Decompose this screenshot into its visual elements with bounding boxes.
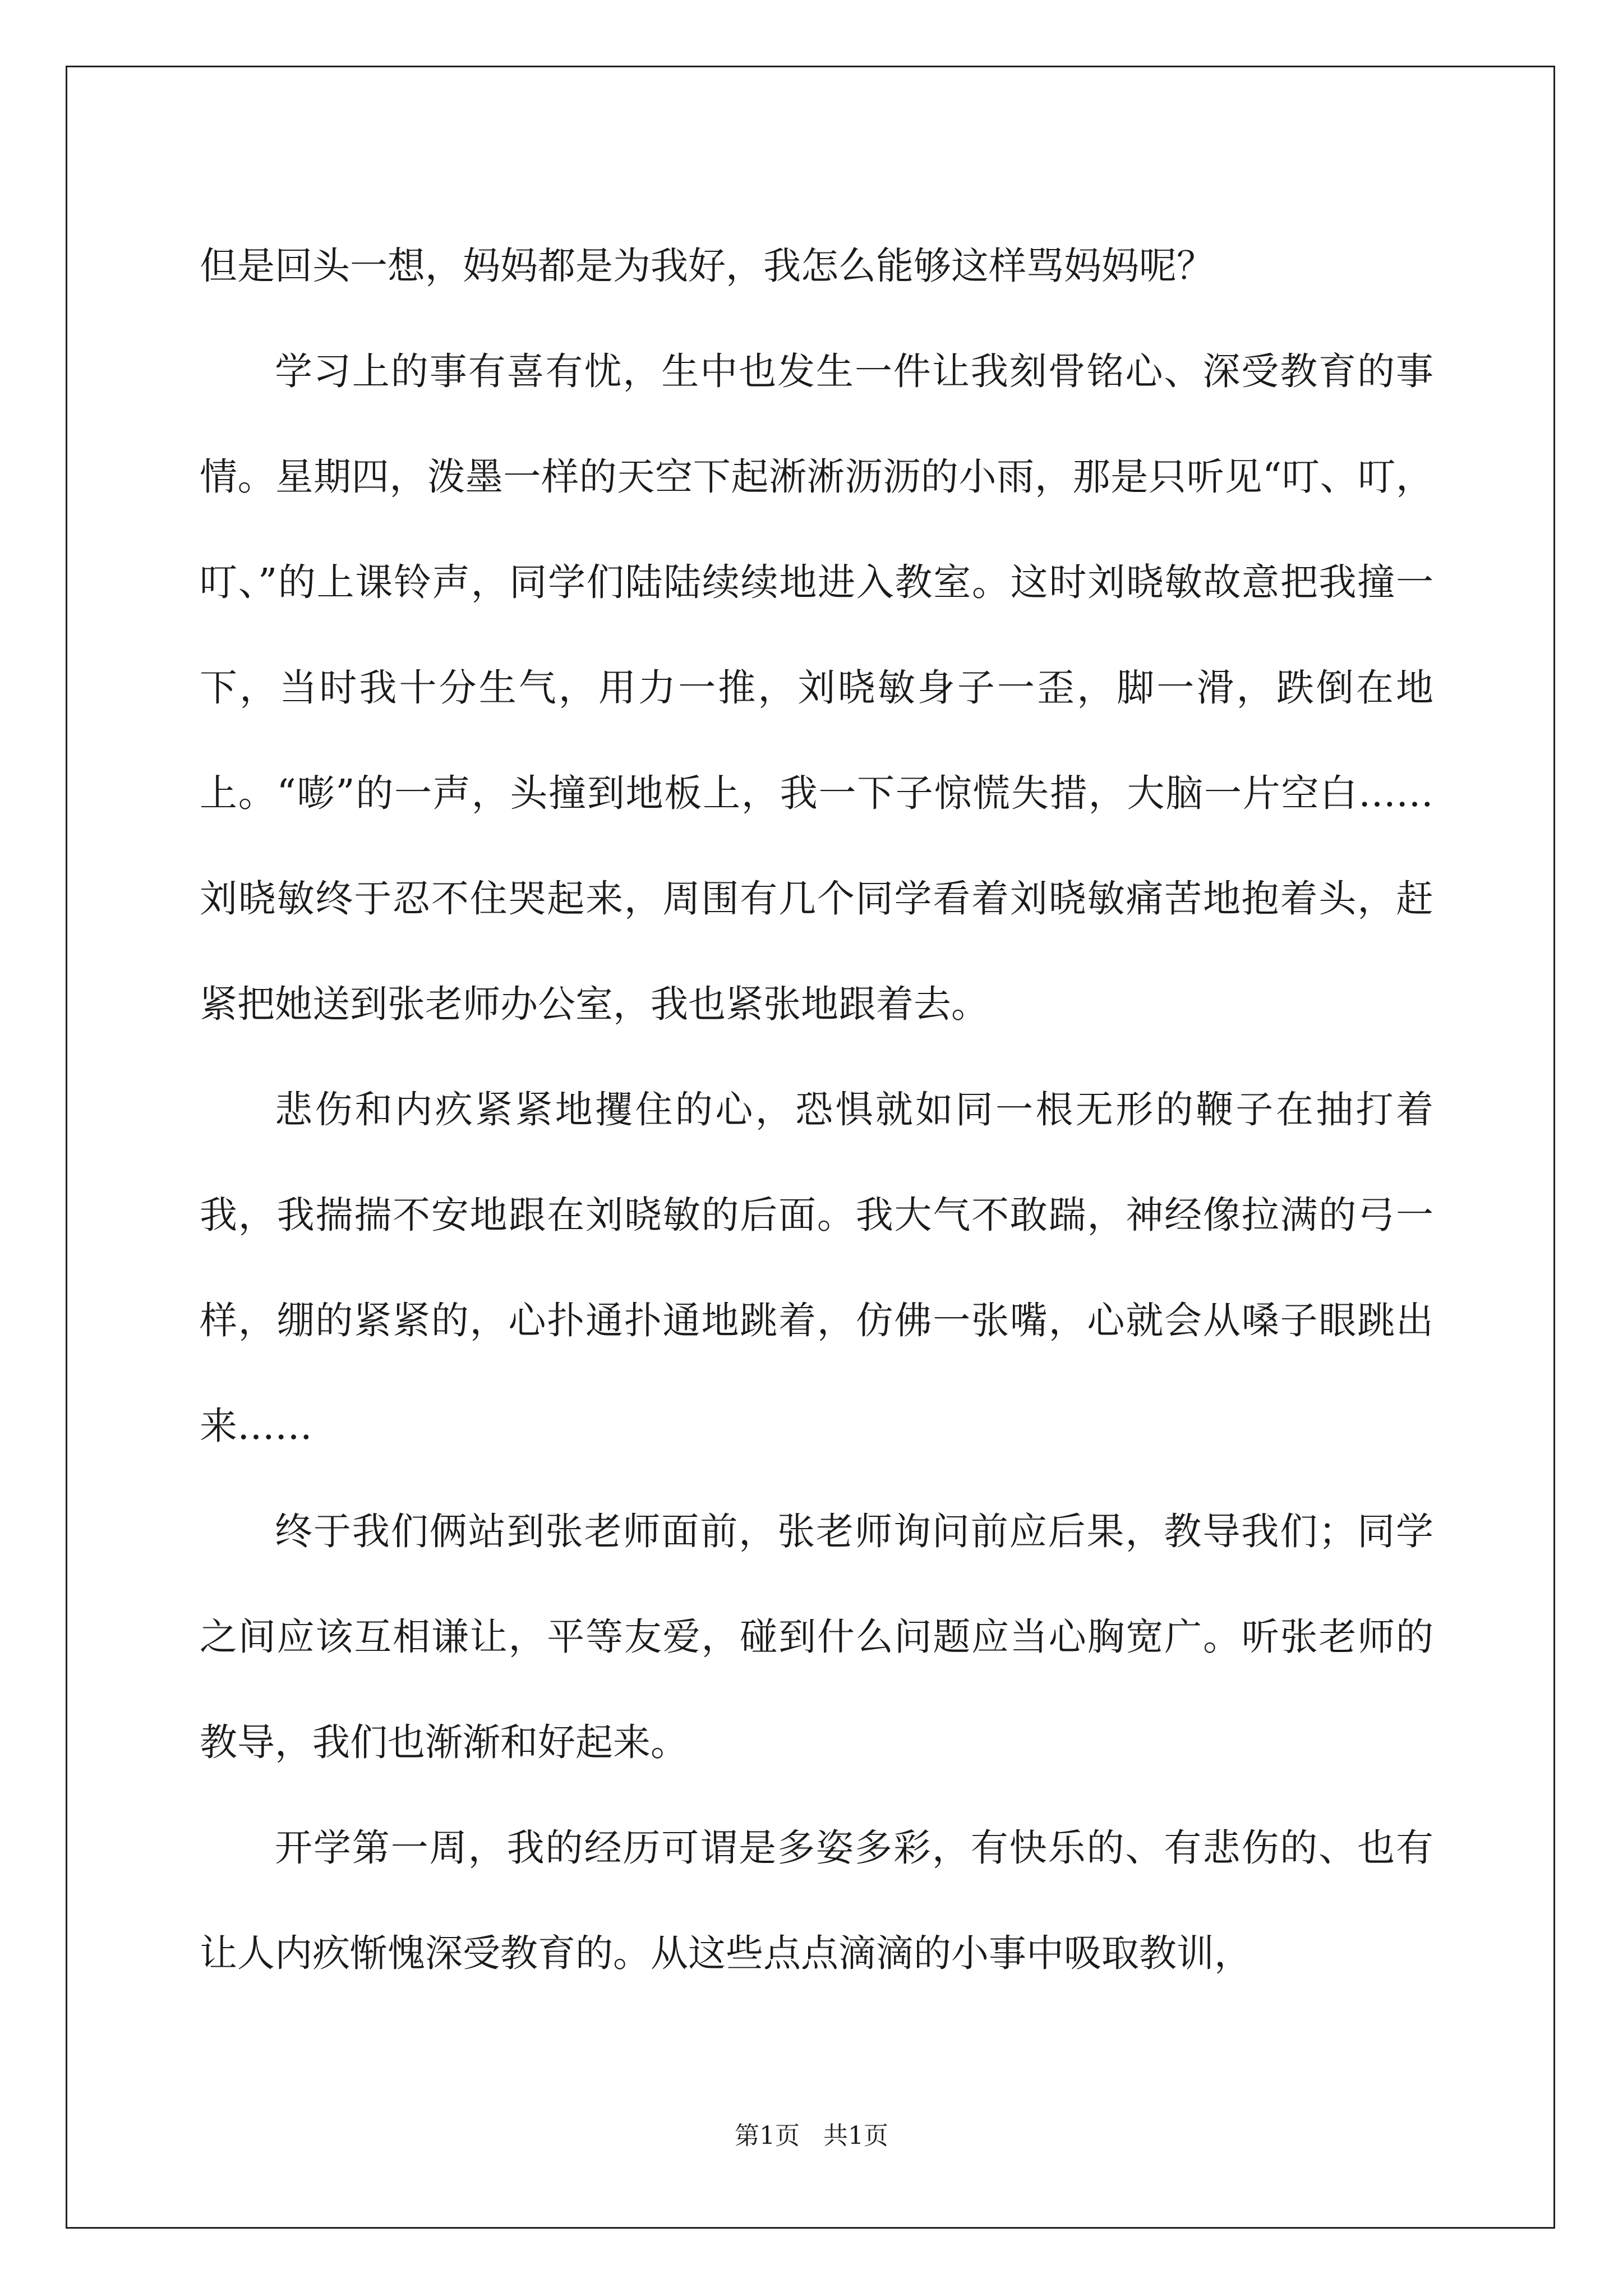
page-footer: 第1页 共1页 <box>735 2122 888 2150</box>
document-body <box>200 213 1433 2006</box>
paragraph-4: 终于我们俩站到张老师面前，张老师询问前应后果，教导我们；同学之间应该互相谦让，平等友爱，碰到什么问题应当心胸宽广。听张老师的教导，我们也渐渐和好起来。 <box>200 1510 1433 1764</box>
paragraph-1: 但是回头一想，妈妈都是为我好，我怎么能够这样骂妈妈呢？ <box>200 244 1214 288</box>
paragraph-2: 学习上的事有喜有忧，生中也发生一件让我刻骨铭心、深受教育的事情。星期四，泼墨一样的天空下起淅淅沥沥的小雨，那是只听见“叮、叮，叮、”的上课铃声，同学们陆陆续续地进入教室。这时刘晓敏故意把我撞一下，当时我十分生气，用力一推，刘晓敏身子一歪，脚一滑，跌倒在地上。“嘭”的一声，头撞到地板上，我一下子惊慌失措，大脑一片空白……刘晓敏终于忍不住哭起来，周围有几个同学看着刘晓敏痛苦地抱着头，赶紧把她送到张老师办公室，我也紧张地跟着去。 <box>200 349 1433 1026</box>
paragraph-5: 开学第一周，我的经历可谓是多姿多彩，有快乐的、有悲伤的、也有让人内疚惭愧深受教育的。从这些点点滴滴的小事中吸取教训， <box>200 1826 1433 1975</box>
paragraph-3: 悲伤和内疚紧紧地攫住的心，恐惧就如同一根无形的鞭子在抽打着我，我揣揣不安地跟在刘晓敏的后面。我大气不敢踹，神经像拉满的弓一样，绷的紧紧的，心扑通扑通地跳着，仿佛一张嘴，心就会从嗓子眼跳出来…… <box>200 1088 1433 1448</box>
